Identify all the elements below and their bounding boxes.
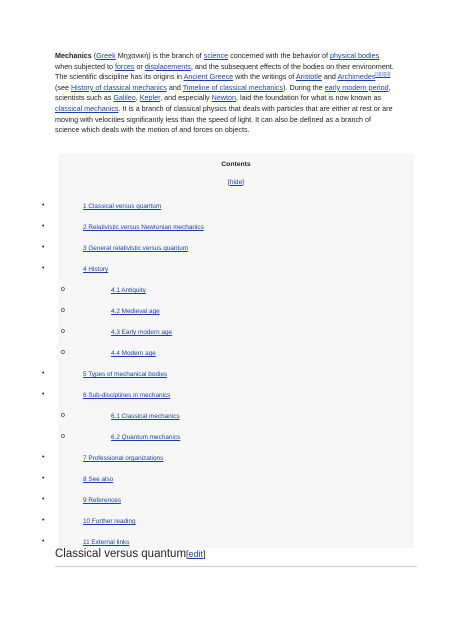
toc-bullet: • (42, 454, 45, 461)
link-classical-mechanics[interactable]: classical mechanics (55, 103, 119, 113)
toc-item-link[interactable]: 3 General relativistic versus quantum (83, 245, 189, 252)
toc-bullet: • (42, 370, 45, 377)
intro-text: ). During the (283, 82, 325, 92)
toc-item-link[interactable]: 9 References (83, 497, 122, 504)
intro-text: , laid the foundation for what is now known as (236, 93, 382, 103)
toc-sub-bullet: o (61, 307, 65, 314)
section-heading-text: Classical versus quantum (55, 548, 187, 560)
link-galileo[interactable]: Galileo (113, 93, 136, 103)
link-kepler[interactable]: Kepler (139, 93, 161, 103)
toc-bullet: • (42, 517, 45, 524)
link-early-modern-period[interactable]: early modern period (324, 82, 389, 92)
intro-text: (see (55, 82, 71, 92)
toc-item-link[interactable]: 11 External links (83, 539, 130, 546)
toc-bullet: • (42, 265, 45, 272)
toc-bullet: • (42, 538, 45, 545)
toc-item-link[interactable]: 5 Types of mechanical bodies (83, 371, 168, 378)
intro-text: or (134, 61, 145, 71)
link-history-classical-mechanics[interactable]: History of classical mechanics (70, 82, 167, 92)
toc-bullet: • (42, 202, 45, 209)
link-science[interactable]: science (203, 51, 229, 60)
intro-text: Μηχανική) is the branch of (115, 51, 204, 60)
toc-item-link[interactable]: 2 Relativistic versus Newtonian mechanics (83, 224, 204, 231)
edit-link[interactable]: edit (188, 549, 204, 559)
toc-sub-bullet: o (61, 328, 65, 335)
intro-text: with the writings of (233, 72, 296, 82)
citation-link[interactable]: [1][2][3] (375, 71, 391, 77)
link-newton[interactable]: Newton (211, 93, 237, 103)
toc-sub-bullet: o (61, 433, 65, 440)
toc-bullet: • (42, 244, 45, 251)
toc-bullet: • (42, 475, 45, 482)
toc-item-link[interactable]: 4 History (83, 266, 109, 273)
link-physical-bodies[interactable]: physical bodies (330, 51, 380, 60)
toc-item-link[interactable]: 6.1 Classical mechanics (111, 413, 180, 420)
toc-sub-bullet: o (61, 412, 65, 419)
toc-item-link[interactable]: 1 Classical versus quantum (83, 203, 162, 210)
bracket: [ (186, 549, 189, 559)
toc-item-link[interactable]: 7 Professional organizations (83, 455, 164, 462)
toc-bullet: • (42, 223, 45, 230)
term-mechanics: Mechanics (55, 51, 92, 60)
toc-sub-bullet: o (61, 349, 65, 356)
link-aristotle[interactable]: Aristotle (295, 72, 322, 82)
section-divider (55, 566, 417, 567)
toc-sub-bullet: o (61, 286, 65, 293)
bracket: ] (242, 179, 244, 186)
toc-item-link[interactable]: 6 Sub-disciplines in mechanics (83, 392, 171, 399)
link-forces[interactable]: forces (114, 61, 135, 71)
bracket: [ (228, 179, 230, 186)
toc-bullet: • (42, 391, 45, 398)
toc-bullet: • (42, 496, 45, 503)
intro-paragraph (55, 51, 395, 136)
toc-item-link[interactable]: 4.3 Early modern age (111, 329, 173, 336)
intro-text: , (135, 93, 140, 103)
section-heading (55, 548, 206, 560)
intro-text: , and especially (160, 93, 212, 103)
toc-item-link[interactable]: 8 See also (83, 476, 114, 483)
edit-section (186, 549, 206, 559)
link-displacements[interactable]: displacements (144, 61, 191, 71)
link-archimedes[interactable]: Archimedes (337, 72, 376, 82)
intro-text: and (166, 82, 183, 92)
intro-text: and (321, 72, 338, 82)
intro-text: , and the subsequent effects of the bodies on their environment. The scientific discipline has its origins in (55, 61, 394, 82)
toc-item-link[interactable]: 4.1 Antiquity (111, 287, 146, 294)
toc-item-link[interactable]: 10 Further reading (83, 518, 136, 525)
intro-text: . It is a branch of classical physics that deals with particles that are either at rest or are moving with velocities significantly less than the speed of light. It can also be defined as a branch of science which deals with the motion of and forces on objects. (55, 103, 393, 135)
link-ancient-greece[interactable]: Ancient Greece (183, 72, 234, 82)
toc-item-link[interactable]: 6.2 Quantum mechanics (111, 434, 181, 441)
toc-title: Contents (221, 161, 251, 168)
intro-text: , scientists such as (55, 82, 391, 103)
intro-text: concerned with the behavior of (228, 51, 331, 60)
bracket: ] (203, 549, 206, 559)
intro-text: when subjected to (55, 61, 115, 71)
toc-item-link[interactable]: 4.4 Modern age (111, 350, 156, 357)
toc-hide-link[interactable]: hide (229, 179, 243, 186)
toc-item-link[interactable]: 4.2 Medieval age (111, 308, 160, 315)
link-greek[interactable]: Greek (96, 51, 116, 60)
intro-text: ( (91, 51, 97, 60)
link-timeline-classical-mechanics[interactable]: Timeline of classical mechanics (182, 82, 284, 92)
toc-hide-toggle (58, 179, 414, 186)
